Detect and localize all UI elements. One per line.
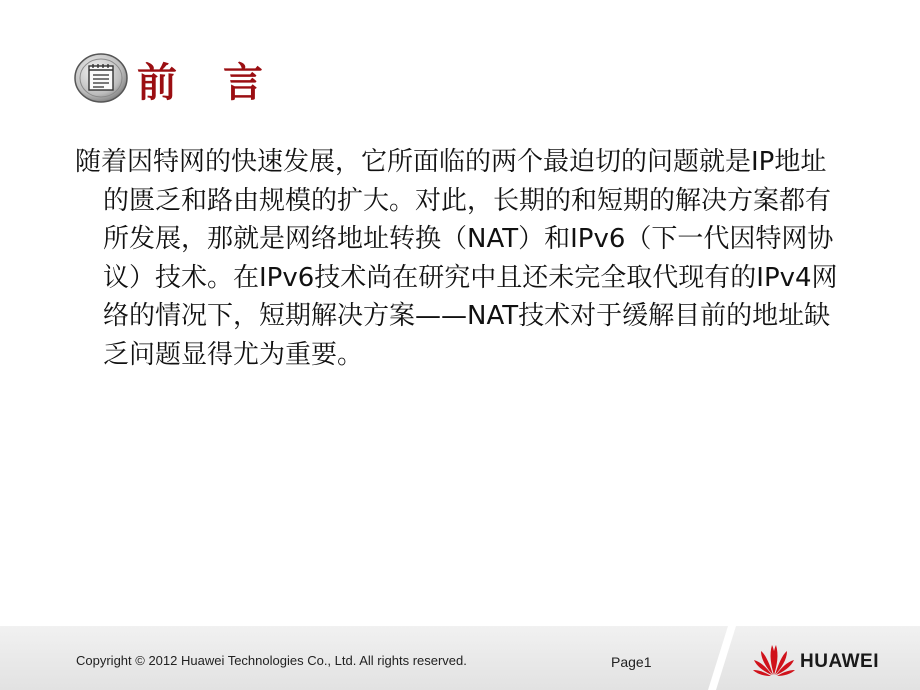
page-number: Page1: [611, 654, 652, 670]
slide-body: [75, 143, 845, 374]
slide-footer: [0, 626, 920, 690]
body-paragraph: 随着因特网的快速发展，它所面临的两个最迫切的问题就是IP地址的匮乏和路由规模的扩大。对此，长期的和短期的解决方案都有所发展，那就是网络地址转换（NAT）和IPv6（下一代因特网协议）技术。在IPv6技术尚在研究中且还未完全取代现有的IPv4网络的情况下，短期解决方案——NAT技术对于缓解目前的地址缺乏问题显得尤为重要。: [75, 147, 838, 370]
footer-divider: [706, 626, 736, 690]
slide-title: 前言: [137, 60, 309, 106]
logo-text: HUAWEI: [800, 651, 879, 672]
notepad-icon: [74, 53, 128, 103]
huawei-petal-logo-icon: [752, 641, 796, 677]
copyright-text: Copyright © 2012 Huawei Technologies Co., Ltd. All rights reserved.: [76, 653, 467, 668]
huawei-logo: [752, 641, 892, 681]
